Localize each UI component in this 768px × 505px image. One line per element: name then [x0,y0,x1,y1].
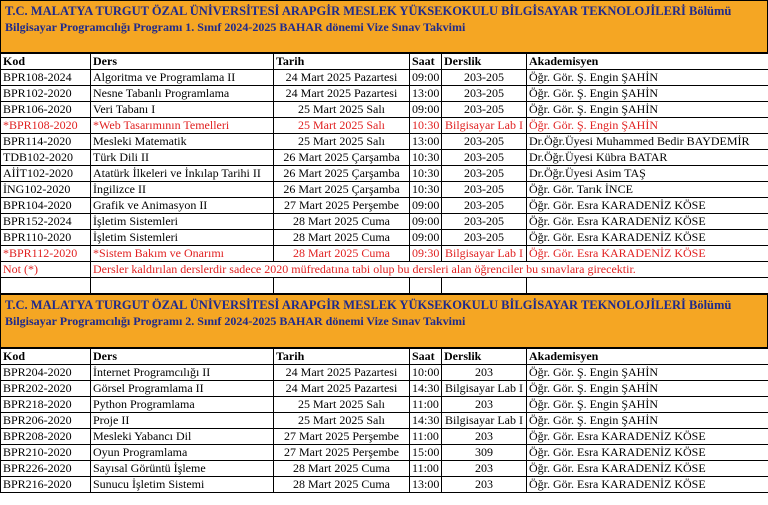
exam-date: 27 Mart 2025 Perşembe [274,429,410,445]
classroom: Bilgisayar Lab I [442,118,527,134]
exam-time: 13:00 [410,477,442,493]
exam-date: 28 Mart 2025 Cuma [274,477,410,493]
table-row [1,198,768,214]
table-row [1,445,768,461]
instructor: Öğr. Gör. Esra KARADENİZ KÖSE [527,429,768,445]
course-code: *BPR112-2020 [1,246,91,262]
course-name: Grafik ve Animasyon II [91,198,274,214]
instructor: Öğr. Gör. Ş. Engin ŞAHİN [527,413,768,429]
table-row [1,413,768,429]
exam-time: 09:00 [410,198,442,214]
blank-cell [1,278,91,294]
section1-note-row [1,262,768,278]
classroom: 203-205 [442,166,527,182]
instructor: Öğr. Gör. Ş. Engin ŞAHİN [527,102,768,118]
blank-cell [527,278,768,294]
classroom: 203-205 [442,70,527,86]
section1-subtitle: Bilgisayar Programcılığı Programı 1. Sınıf 2024-2025 BAHAR dönemi Vize Sınav Takvimi [5,20,466,34]
instructor: Öğr. Gör. Tarık İNCE [527,182,768,198]
exam-time: 14:30 [410,381,442,397]
course-name: Algoritma ve Programlama II [91,70,274,86]
exam-time: 11:00 [410,429,442,445]
instructor: Öğr. Gör. Ş. Engin ŞAHİN [527,118,768,134]
blank-cell [410,278,442,294]
exam-date: 28 Mart 2025 Cuma [274,461,410,477]
course-code: *BPR108-2020 [1,118,91,134]
exam-date: 24 Mart 2025 Pazartesi [274,365,410,381]
exam-time: 10:30 [410,150,442,166]
exam-time: 11:00 [410,461,442,477]
instructor: Öğr. Gör. Esra KARADENİZ KÖSE [527,198,768,214]
course-code: BPR202-2020 [1,381,91,397]
exam-time: 15:00 [410,445,442,461]
exam-date: 26 Mart 2025 Çarşamba [274,166,410,182]
classroom: 203-205 [442,230,527,246]
instructor: Dr.Öğr.Üyesi Asim TAŞ [527,166,768,182]
course-name: İnternet Programcılığı II [91,365,274,381]
course-code: BPR152-2024 [1,214,91,230]
exam-time: 10:30 [410,182,442,198]
classroom: 203-205 [442,102,527,118]
table-row [1,429,768,445]
exam-time: 13:00 [410,86,442,102]
note-text: Dersler kaldırılan derslerdir sadece 2020 müfredatına tabi olup bu dersleri alan öğrenciler bu sınavlara girecektir. [91,262,768,278]
instructor: Öğr. Gör. Esra KARADENİZ KÖSE [527,461,768,477]
table-row [1,381,768,397]
exam-date: 27 Mart 2025 Perşembe [274,445,410,461]
section1-column-headers [1,54,768,70]
table-row [1,182,768,198]
course-name: Mesleki Matematik [91,134,274,150]
classroom: 203-205 [442,198,527,214]
table-row [1,166,768,182]
exam-date: 25 Mart 2025 Salı [274,413,410,429]
instructor: Öğr. Gör. Ş. Engin ŞAHİN [527,365,768,381]
header-akademisyen: Akademisyen [527,349,768,365]
course-name: Sunucu İşletim Sistemi [91,477,274,493]
course-code: BPR226-2020 [1,461,91,477]
exam-time: 14:30 [410,413,442,429]
classroom: 203 [442,397,527,413]
instructor: Öğr. Gör. Esra KARADENİZ KÖSE [527,230,768,246]
exam-time: 11:00 [410,397,442,413]
exam-time: 09:00 [410,70,442,86]
header-tarih: Tarih [274,54,410,70]
table-row [1,214,768,230]
course-name: Atatürk İlkeleri ve İnkılap Tarihi II [91,166,274,182]
course-name: Proje II [91,413,274,429]
instructor: Öğr. Gör. Esra KARADENİZ KÖSE [527,246,768,262]
course-name: İşletim Sistemleri [91,230,274,246]
exam-date: 26 Mart 2025 Çarşamba [274,150,410,166]
course-code: BPR106-2020 [1,102,91,118]
header-ders: Ders [91,54,274,70]
classroom: 203 [442,461,527,477]
exam-date: 24 Mart 2025 Pazartesi [274,70,410,86]
classroom: 203 [442,365,527,381]
section1-header [0,0,768,53]
section1-table [0,53,768,294]
header-kod: Kod [1,349,91,365]
course-name: Mesleki Yabancı Dil [91,429,274,445]
header-saat: Saat [410,54,442,70]
course-name: *Sistem Bakım ve Onarımı [91,246,274,262]
exam-time: 09:00 [410,102,442,118]
section2-title: T.C. MALATYA TURGUT ÖZAL ÜNİVERSİTESİ ARAPGİR MESLEK YÜKSEKOKULU BİLGİSAYAR TEKNOLOJİLERİ Bölümü [5,298,732,312]
exam-time: 10:30 [410,118,442,134]
table-row [1,461,768,477]
instructor: Öğr. Gör. Esra KARADENİZ KÖSE [527,445,768,461]
table-row [1,246,768,262]
classroom: 203 [442,477,527,493]
classroom: 203-205 [442,134,527,150]
table-row [1,86,768,102]
section2-column-headers [1,349,768,365]
exam-time: 09:30 [410,246,442,262]
course-code: BPR208-2020 [1,429,91,445]
course-code: AİİT102-2020 [1,166,91,182]
exam-date: 24 Mart 2025 Pazartesi [274,381,410,397]
course-name: İşletim Sistemleri [91,214,274,230]
instructor: Dr.Öğr.Üyesi Muhammed Bedir BAYDEMİR [527,134,768,150]
header-kod: Kod [1,54,91,70]
course-name: Nesne Tabanlı Programlama [91,86,274,102]
course-code: BPR210-2020 [1,445,91,461]
course-name: Görsel Programlama II [91,381,274,397]
instructor: Öğr. Gör. Esra KARADENİZ KÖSE [527,477,768,493]
header-derslik: Derslik [442,54,527,70]
exam-time: 09:00 [410,230,442,246]
course-name: Veri Tabanı I [91,102,274,118]
classroom: 203-205 [442,86,527,102]
section2-subtitle: Bilgisayar Programcılığı Programı 2. Sınıf 2024-2025 BAHAR dönemi Vize Sınav Takvimi [5,314,466,328]
exam-date: 24 Mart 2025 Pazartesi [274,86,410,102]
header-saat: Saat [410,349,442,365]
course-code: BPR110-2020 [1,230,91,246]
course-code: BPR218-2020 [1,397,91,413]
table-row [1,230,768,246]
table-row [1,134,768,150]
classroom: Bilgisayar Lab I [442,246,527,262]
section2-header [0,294,768,348]
instructor: Dr.Öğr.Üyesi Kübra BATAR [527,150,768,166]
exam-time: 09:00 [410,214,442,230]
exam-date: 25 Mart 2025 Salı [274,397,410,413]
course-code: İNG102-2020 [1,182,91,198]
course-code: BPR104-2020 [1,198,91,214]
course-name: Python Programlama [91,397,274,413]
blank-cell [91,278,274,294]
instructor: Öğr. Gör. Ş. Engin ŞAHİN [527,70,768,86]
exam-date: 28 Mart 2025 Cuma [274,230,410,246]
exam-date: 26 Mart 2025 Çarşamba [274,182,410,198]
table-row [1,365,768,381]
table-row [1,102,768,118]
exam-time: 13:00 [410,134,442,150]
course-name: Türk Dili II [91,150,274,166]
course-name: Oyun Programlama [91,445,274,461]
header-ders: Ders [91,349,274,365]
course-code: BPR216-2020 [1,477,91,493]
course-name: Sayısal Görüntü İşleme [91,461,274,477]
section2-table [0,348,768,493]
exam-date: 28 Mart 2025 Cuma [274,214,410,230]
table-row [1,70,768,86]
classroom: Bilgisayar Lab I [442,381,527,397]
blank-cell [274,278,410,294]
exam-date: 25 Mart 2025 Salı [274,118,410,134]
exam-date: 25 Mart 2025 Salı [274,134,410,150]
course-code: BPR206-2020 [1,413,91,429]
note-label: Not (*) [1,262,91,278]
header-tarih: Tarih [274,349,410,365]
classroom: 203-205 [442,150,527,166]
instructor: Öğr. Gör. Ş. Engin ŞAHİN [527,397,768,413]
course-code: BPR204-2020 [1,365,91,381]
classroom: Bilgisayar Lab I [442,413,527,429]
header-derslik: Derslik [442,349,527,365]
exam-date: 28 Mart 2025 Cuma [274,246,410,262]
table-row [1,150,768,166]
exam-time: 10:00 [410,365,442,381]
blank-row [1,278,768,294]
exam-time: 10:30 [410,166,442,182]
classroom: 309 [442,445,527,461]
classroom: 203 [442,429,527,445]
classroom: 203-205 [442,214,527,230]
instructor: Öğr. Gör. Ş. Engin ŞAHİN [527,381,768,397]
instructor: Öğr. Gör. Esra KARADENİZ KÖSE [527,214,768,230]
blank-cell [442,278,527,294]
course-code: TDB102-2020 [1,150,91,166]
course-code: BPR108-2024 [1,70,91,86]
course-code: BPR114-2020 [1,134,91,150]
course-code: BPR102-2020 [1,86,91,102]
exam-date: 25 Mart 2025 Salı [274,102,410,118]
classroom: 203-205 [442,182,527,198]
table-row [1,118,768,134]
table-row [1,477,768,493]
course-name: İngilizce II [91,182,274,198]
course-name: *Web Tasarımının Temelleri [91,118,274,134]
exam-date: 27 Mart 2025 Perşembe [274,198,410,214]
section1-title: T.C. MALATYA TURGUT ÖZAL ÜNİVERSİTESİ ARAPGİR MESLEK YÜKSEKOKULU BİLGİSAYAR TEKNOLOJİLERİ Bölümü [5,4,732,18]
instructor: Öğr. Gör. Ş. Engin ŞAHİN [527,86,768,102]
table-row [1,397,768,413]
header-akademisyen: Akademisyen [527,54,768,70]
